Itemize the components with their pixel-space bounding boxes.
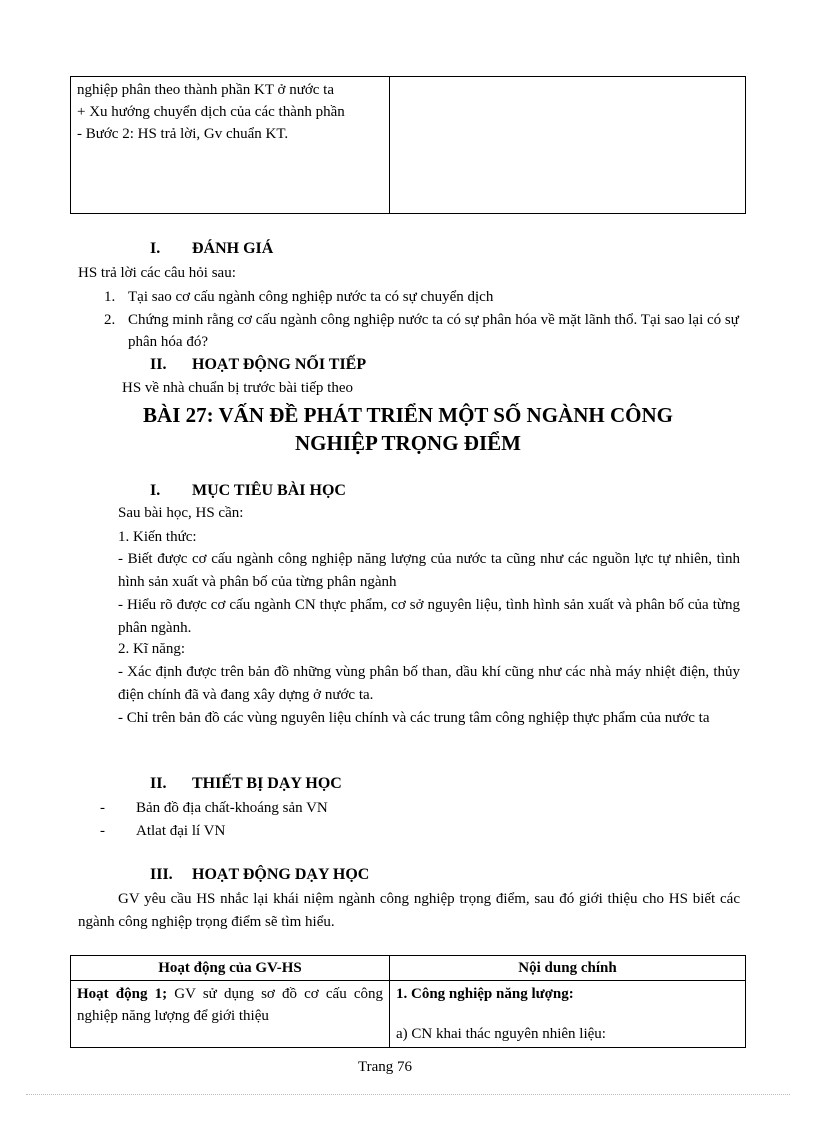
- top-table-line: nghiệp phân theo thành phần KT ở nước ta: [77, 82, 334, 98]
- top-table-line: + Xu hướng chuyển dịch của các thành phần: [77, 104, 345, 120]
- skill-item-1: - Xác định được trên bản đồ những vùng phân bố than, dầu khí cũng như các nhà máy nhiệt điện, thủy điện chính đã và đang xây dựng ở nước ta.: [118, 664, 740, 703]
- question-1: 1. Tại sao cơ cấu ngành công nghiệp nước ta có sự chuyển dịch: [104, 289, 494, 305]
- knowledge-item-1: - Biết được cơ cấu ngành công nghiệp năng lượng của nước ta cũng như các nguồn lực tự nhiên, tình hình sản xuất và phân bố của từng phân ngành: [118, 551, 740, 590]
- equipment-item: - Bản đồ địa chất-khoáng sản VN: [100, 800, 328, 816]
- top-table-left-cell: [71, 77, 390, 214]
- equipment-item: - Atlat đại lí VN: [100, 823, 226, 839]
- noi-tiep-text: HS về nhà chuẩn bị trước bài tiếp theo: [122, 380, 353, 396]
- top-table-line: - Bước 2: HS trả lời, Gv chuẩn KT.: [77, 126, 289, 142]
- activity-table: [70, 955, 746, 1048]
- section-thiet-bi-heading: II. THIẾT BỊ DẠY HỌC: [150, 775, 342, 792]
- danh-gia-intro: HS trả lời các câu hỏi sau:: [78, 265, 236, 281]
- top-table: [70, 76, 746, 214]
- section-hoat-dong-heading: III. HOẠT ĐỘNG DẠY HỌC: [150, 866, 370, 883]
- knowledge-item-2: - Hiểu rõ được cơ cấu ngành CN thực phẩm, cơ sở nguyên liệu, tình hình sản xuất và phân bố của từng phân ngành.: [118, 597, 740, 636]
- activity-table-header-left: Hoạt động của GV-HS: [71, 956, 390, 981]
- activity-table-left-cell: Hoạt động 1; GV sử dụng sơ đồ cơ cấu công nghiệp năng lượng để giới thiệu: [71, 981, 390, 1048]
- activity-table-header-right: Nội dung chính: [390, 956, 746, 981]
- hoat-dong-intro: GV yêu cầu HS nhắc lại khái niệm ngành công nghiệp trọng điểm, sau đó giới thiệu cho HS biết các ngành công nghiệp trọng điểm sẽ tìm hiểu.: [78, 891, 740, 930]
- page-number: Trang 76: [357, 1059, 413, 1075]
- skills-label: 2. Kĩ năng:: [118, 641, 186, 657]
- section-noi-tiep-heading: II. HOẠT ĐỘNG NỐI TIẾP: [150, 356, 367, 373]
- section-danh-gia-heading: I. ĐÁNH GIÁ: [150, 240, 274, 257]
- skill-item-2: - Chỉ trên bản đồ các vùng nguyên liệu chính và các trung tâm công nghiệp thực phẩm của nước ta: [118, 710, 710, 726]
- question-2: 2. Chứng minh rằng cơ cấu ngành công nghiệp nước ta có sự phân hóa về mặt lãnh thổ. Tại sao lại có sự phân hóa đó?: [104, 312, 739, 350]
- muc-tieu-intro: Sau bài học, HS cần:: [118, 505, 244, 521]
- section-muc-tieu-heading: I. MỤC TIÊU BÀI HỌC: [150, 482, 346, 499]
- knowledge-label: 1. Kiến thức:: [118, 529, 197, 545]
- lesson-title-line-1: BÀI 27: VẤN ĐỀ PHÁT TRIỂN MỘT SỐ NGÀNH CÔNG: [143, 403, 673, 427]
- activity-table-right-cell: 1. Công nghiệp năng lượng: a) CN khai thác nguyên nhiên liệu:: [390, 981, 746, 1048]
- lesson-title-line-2: NGHIỆP TRỌNG ĐIỂM: [295, 431, 521, 455]
- footer-divider: [26, 1094, 790, 1095]
- top-table-right-cell: [390, 77, 746, 214]
